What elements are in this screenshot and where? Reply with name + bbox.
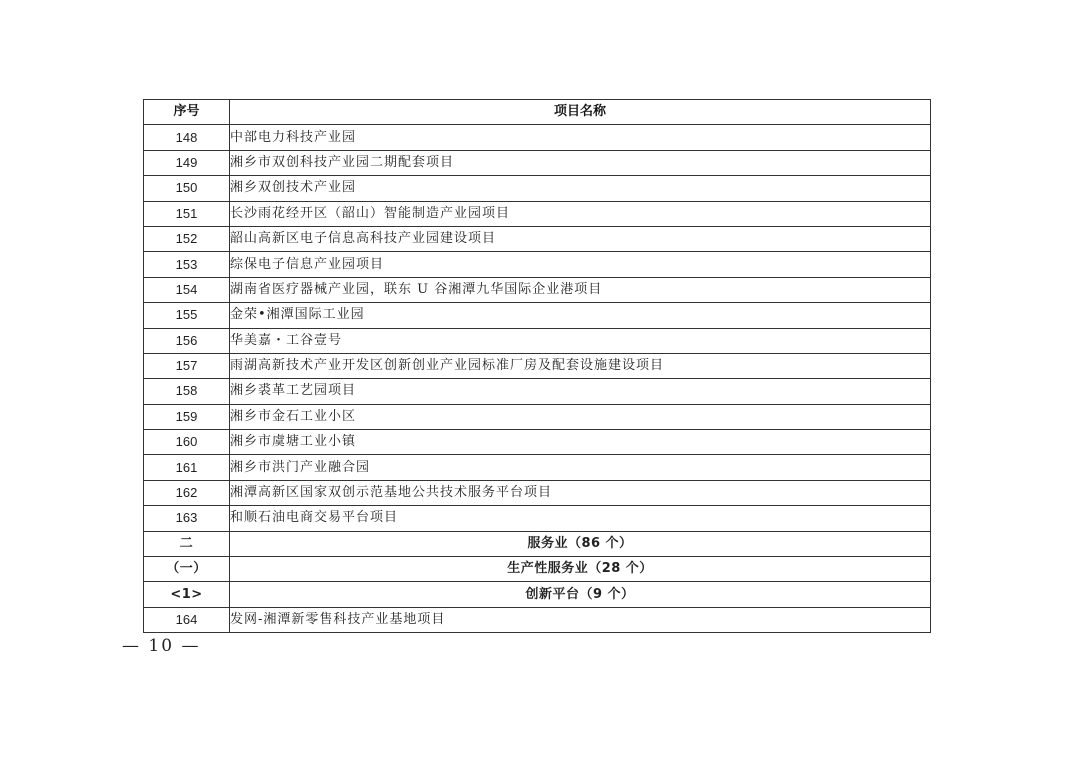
cell-project-name: 发网-湘潭新零售科技产业基地项目 bbox=[230, 607, 931, 632]
header-serial-number: 序号 bbox=[144, 100, 230, 125]
cell-serial-number: 156 bbox=[144, 328, 230, 353]
table-row bbox=[144, 430, 931, 455]
cell-project-name: 湘乡市双创科技产业园二期配套项目 bbox=[230, 150, 931, 175]
cell-project-name: 湘乡双创技术产业园 bbox=[230, 176, 931, 201]
cell-project-name: 综保电子信息产业园项目 bbox=[230, 252, 931, 277]
header-project-name: 项目名称 bbox=[230, 100, 931, 125]
cell-project-name: 金荣•湘潭国际工业园 bbox=[230, 303, 931, 328]
cell-project-name: 韶山高新区电子信息高科技产业园建设项目 bbox=[230, 226, 931, 251]
page-number: — 10 — bbox=[122, 636, 201, 656]
cell-project-name: 和顺石油电商交易平台项目 bbox=[230, 506, 931, 531]
cell-serial-number: 149 bbox=[144, 150, 230, 175]
table-row bbox=[144, 226, 931, 251]
table-row bbox=[144, 252, 931, 277]
table-row bbox=[144, 607, 931, 632]
table-row bbox=[144, 125, 931, 150]
cell-project-name: 湘乡市虞塘工业小镇 bbox=[230, 430, 931, 455]
table-row bbox=[144, 480, 931, 505]
table-row bbox=[144, 176, 931, 201]
cell-serial-number: 163 bbox=[144, 506, 230, 531]
cell-project-name: 华美嘉・工谷壹号 bbox=[230, 328, 931, 353]
table-row bbox=[144, 328, 931, 353]
cell-project-name: 湖南省医疗器械产业园，联东 U 谷湘潭九华国际企业港项目 bbox=[230, 277, 931, 302]
table-row bbox=[144, 303, 931, 328]
table-row bbox=[144, 506, 931, 531]
project-table bbox=[143, 99, 931, 633]
cell-serial-number: 161 bbox=[144, 455, 230, 480]
table-row bbox=[144, 404, 931, 429]
table-section-row bbox=[144, 531, 931, 556]
cell-serial-number: <1> bbox=[144, 582, 230, 607]
cell-project-name: 中部电力科技产业园 bbox=[230, 125, 931, 150]
cell-serial-number: 150 bbox=[144, 176, 230, 201]
table-row bbox=[144, 150, 931, 175]
cell-serial-number: 160 bbox=[144, 430, 230, 455]
table-row bbox=[144, 277, 931, 302]
table-section-row bbox=[144, 582, 931, 607]
cell-project-name: 湘乡裘革工艺园项目 bbox=[230, 379, 931, 404]
cell-serial-number: 158 bbox=[144, 379, 230, 404]
cell-section-title: 服务业（86 个） bbox=[230, 531, 931, 556]
cell-project-name: 长沙雨花经开区（韶山）智能制造产业园项目 bbox=[230, 201, 931, 226]
cell-serial-number: 二 bbox=[144, 531, 230, 556]
cell-serial-number: 162 bbox=[144, 480, 230, 505]
cell-section-title: 生产性服务业（28 个） bbox=[230, 557, 931, 582]
cell-serial-number: （一） bbox=[144, 557, 230, 582]
table-body bbox=[144, 125, 931, 633]
cell-serial-number: 152 bbox=[144, 226, 230, 251]
table-row bbox=[144, 201, 931, 226]
cell-project-name: 湘乡市金石工业小区 bbox=[230, 404, 931, 429]
cell-serial-number: 164 bbox=[144, 607, 230, 632]
cell-project-name: 雨湖高新技术产业开发区创新创业产业园标准厂房及配套设施建设项目 bbox=[230, 353, 931, 378]
cell-project-name: 湘潭高新区国家双创示范基地公共技术服务平台项目 bbox=[230, 480, 931, 505]
cell-serial-number: 148 bbox=[144, 125, 230, 150]
table-header-row bbox=[144, 100, 931, 125]
table-section-row bbox=[144, 557, 931, 582]
cell-serial-number: 151 bbox=[144, 201, 230, 226]
cell-serial-number: 154 bbox=[144, 277, 230, 302]
cell-serial-number: 153 bbox=[144, 252, 230, 277]
cell-project-name: 湘乡市洪门产业融合园 bbox=[230, 455, 931, 480]
cell-section-title: 创新平台（9 个） bbox=[230, 582, 931, 607]
cell-serial-number: 155 bbox=[144, 303, 230, 328]
table-row bbox=[144, 379, 931, 404]
table-row bbox=[144, 455, 931, 480]
cell-serial-number: 157 bbox=[144, 353, 230, 378]
cell-serial-number: 159 bbox=[144, 404, 230, 429]
table-row bbox=[144, 353, 931, 378]
